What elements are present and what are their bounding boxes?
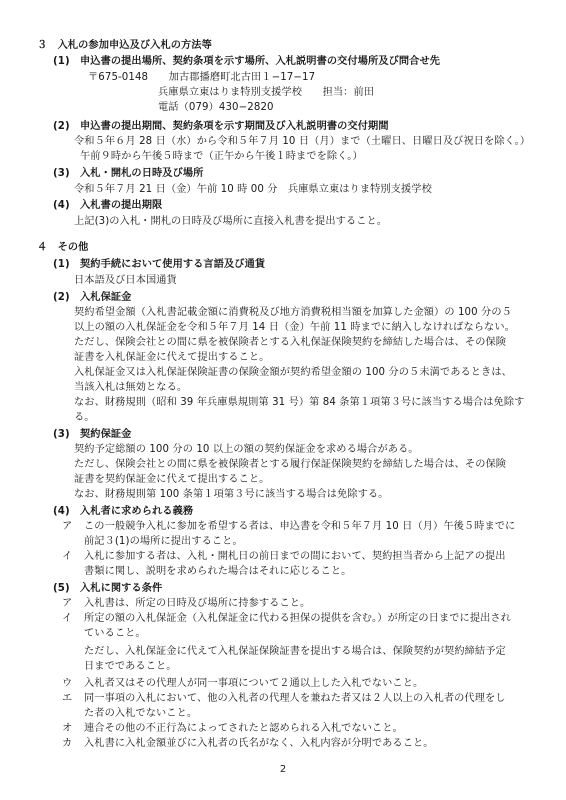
sec4-1-line1: 日本語及び日本国通貨 (74, 275, 177, 286)
sec4-4-item-line: この一般競争入札に参加を希望する者は、申込書を令和５年７月 10 日（月）午後５時までに (84, 521, 516, 532)
sec4-5-item-line: 入札者又はその代理人が同一事項について２通以上した入札でないこと。 (84, 678, 424, 689)
item-mark: ア (62, 521, 73, 532)
sec4-3-heading: (3) 契約保証金 (53, 429, 132, 440)
item-mark: ア (62, 598, 73, 609)
sec4-2-line: なお、財務規則（昭和 39 年兵庫県規則第 31 号）第 84 条第１項第３号に該当する場合は免除す (74, 397, 525, 408)
sec4-5-item-line: 日までであること。 (84, 661, 177, 672)
section-3-heading: ３ 入札の参加申込及び入札の方法等 (37, 40, 212, 51)
sec4-2-line: 証書を入札保証金に代えて提出すること。 (74, 352, 270, 363)
sec4-1-heading: (1) 契約手続において使用する言語及び通貨 (53, 259, 266, 270)
sec4-2-heading: (2) 入札保証金 (53, 292, 132, 303)
sec4-5-item-line: 入札書は、所定の日時及び場所に持参すること。 (84, 598, 311, 609)
sec3-3-line1: 令和５年７月 21 日（金）午前 10 時 00 分 兵庫県立東はりま特別支援学校 (74, 184, 432, 195)
sec4-2-line: 契約希望金額（入札書記載金額に消費税及び地方消費税相当額を加算した金額）の 100 分の５ (74, 307, 512, 318)
sec4-5-item-line: 入札書に入札金額並びに入札者の氏名がなく、入札内容が分明であること。 (84, 738, 434, 749)
sec3-2-heading: (2) 申込書の提出期間、契約条項を示す期間及び入札説明書の交付期間 (53, 121, 389, 132)
sec4-5-item-line: た者の入札でないこと。 (84, 708, 198, 719)
item-mark: ウ (62, 678, 73, 689)
item-mark: オ (62, 723, 73, 734)
item-mark: エ (62, 693, 73, 704)
sec4-5-heading: (5) 入札に関する条件 (53, 583, 163, 594)
sec4-5-item-line: ただし、入札保証金に代えて入札保証保険証書を提出する場合は、保険契約が契約締結予定 (84, 646, 506, 657)
sec3-2-line1: 令和５年６月 28 日（水）から令和５年７月 10 日（月）まで（土曜日、日曜日及び祝日を除く。） (74, 136, 531, 147)
sec4-4-heading: (4) 入札者に求められる義務 (53, 506, 194, 517)
sec4-3-line: なお、財務規則第 100 条第１項第３号に該当する場合は免除する。 (74, 489, 389, 500)
sec4-5-item-line: ていること。 (84, 628, 146, 639)
sec4-3-line: 契約予定総額の 100 分の 10 以上の額の契約保証金を求める場合がある。 (74, 444, 419, 455)
organization: 兵庫県立東はりま特別支援学校 担当：前田 (158, 87, 375, 98)
sec3-2-line2: 午前９時から午後５時まで（正午から午後１時までを除く。） (80, 151, 363, 162)
sec4-5-item-line: 同一事項の入札において、他の入札者の代理人を兼ねた者又は２人以上の入札者の代理をし (84, 693, 506, 704)
sec3-1-heading: (1) 申込書の提出場所、契約条項を示す場所、入札説明書の交付場所及び問合せ先 (53, 56, 441, 67)
sec4-4-item-line: 書類に関し、説明を求められた場合はそれに応じること。 (84, 566, 352, 577)
item-mark: カ (62, 738, 73, 749)
sec4-4-item-line: 前記３(1)の場所に提出すること。 (84, 536, 243, 547)
sec4-2-line: る。 (74, 412, 95, 423)
sec3-4-line1: 上記(3)の入札・開札の日時及び場所に直接入札書を提出すること。 (74, 216, 388, 227)
sec4-4-item-line: 入札に参加する者は、入札・開札日の前日までの間において、契約担当者から上記アの提出 (84, 551, 506, 562)
sec4-5-item-line: 所定の額の入札保証金（入札保証金に代わる担保の提供を含む。）が所定の日までに提出され (84, 613, 511, 624)
sec4-2-line: 入札保証金又は入札保証保険証書の保険金額が契約希望金額の 100 分の５未満であるときは、 (74, 367, 512, 378)
item-mark: イ (62, 551, 73, 562)
sec4-5-item-line: 連合その他の不正行為によってされたと認められる入札でないこと。 (84, 723, 403, 734)
telephone: 電話（079）430−2820 (158, 102, 274, 113)
sec3-3-heading: (3) 入札・開札の日時及び場所 (53, 168, 204, 179)
page-number: 2 (279, 764, 287, 775)
sec4-3-line: 証書を契約保証金に代えて提出すること。 (74, 474, 270, 485)
sec4-2-line: ただし、保険会社との間に県を被保険者とする入札保証保険契約を締結した場合は、その保険 (74, 337, 507, 348)
sec4-2-line: 以上の額の入札保証金を令和５年７月 14 日（金）午前 11 時までに納入しなければならない。 (74, 322, 515, 333)
sec4-2-line: 当該入札は無効となる。 (74, 382, 188, 393)
postal-address: 〒675-0148 加古郡播磨町北古田１−17−17 (88, 72, 316, 83)
sec3-4-heading: (4) 入札書の提出期限 (53, 200, 163, 211)
section-4-heading: ４ その他 (37, 242, 89, 253)
item-mark: イ (62, 613, 73, 624)
sec4-3-line: ただし、保険会社との間に県を被保険者とする履行保証保険契約を締結した場合は、その保険 (74, 459, 507, 470)
